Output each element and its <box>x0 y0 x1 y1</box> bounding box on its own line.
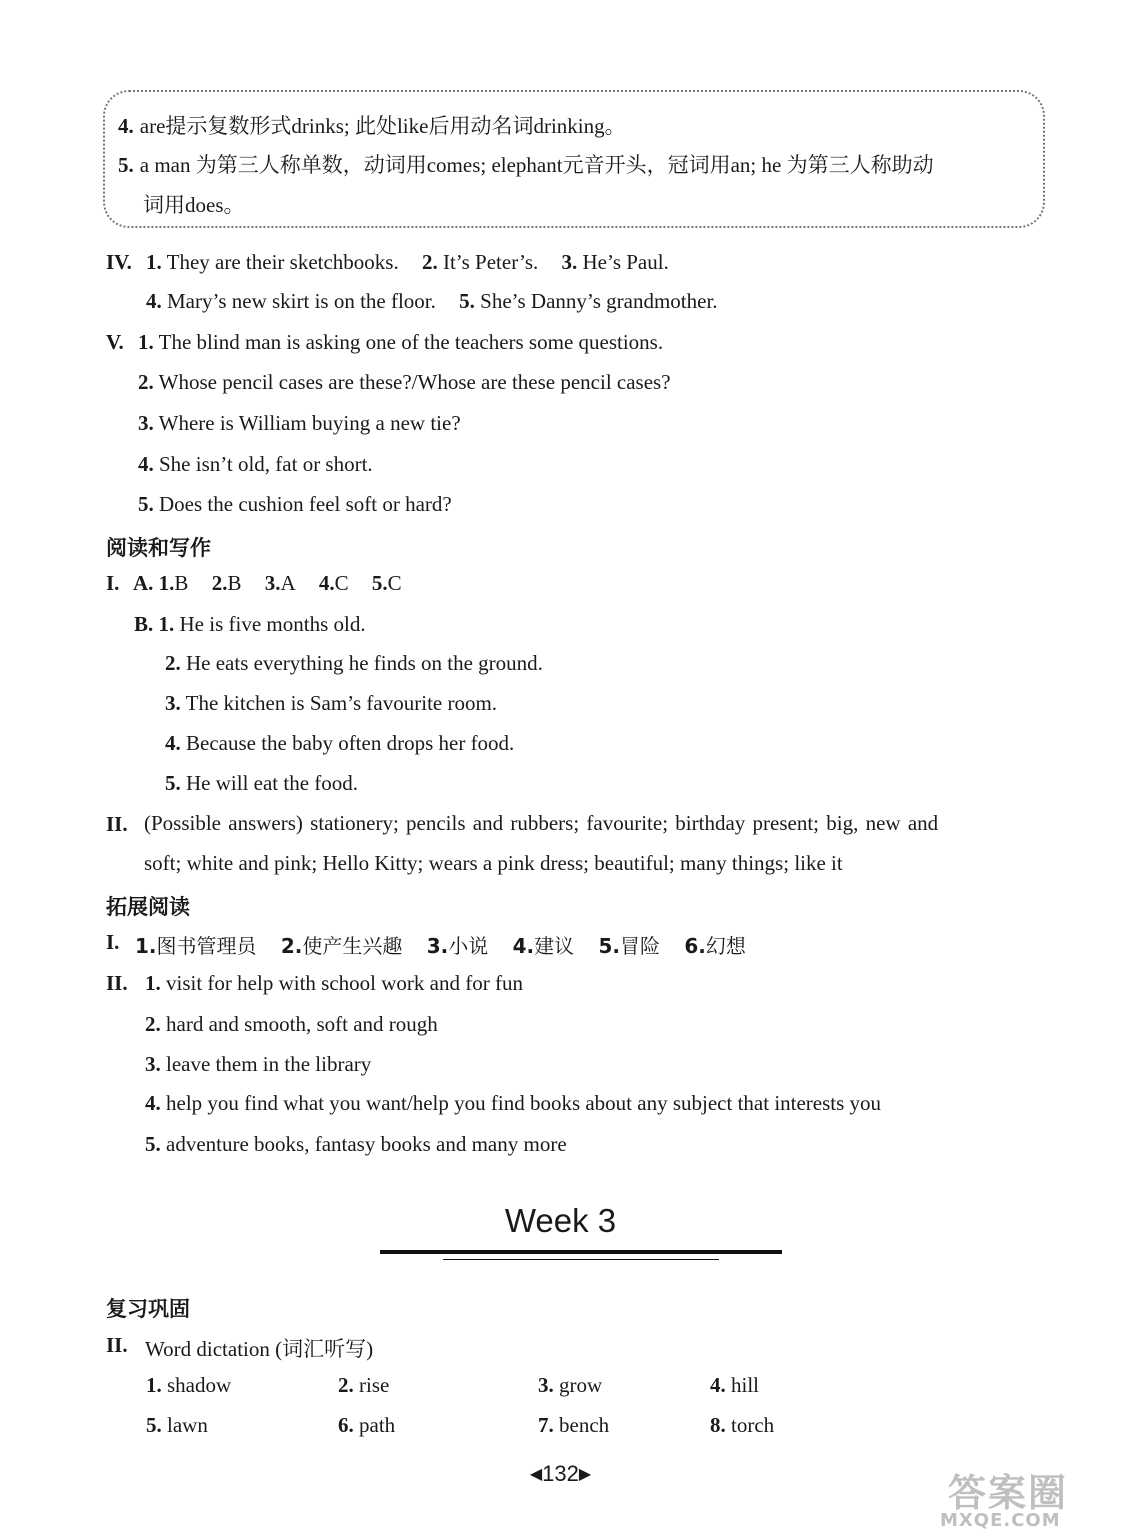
week-title: Week 3 <box>504 1202 617 1239</box>
extended-i-label: I. <box>106 930 120 954</box>
reading-ii-label: II. <box>106 812 128 836</box>
answer-line: 3. The kitchen is Sam’s favourite room. <box>165 691 498 715</box>
item-number: 4. <box>118 114 134 138</box>
dictation-word: 2. rise <box>338 1373 390 1397</box>
answer-line: soft; white and pink; Hello Kitty; wears a pink dress; beautiful; many things; like it <box>144 851 843 875</box>
answer-line: 5. Does the cushion feel soft or hard? <box>138 492 452 516</box>
dictation-word: 8. torch <box>710 1413 775 1437</box>
answer-line: 5. adventure books, fantasy books and many more <box>145 1132 567 1156</box>
answer-line: 4. Because the baby often drops her food. <box>165 731 515 755</box>
word-dictation-label: Word dictation (词汇听写) <box>145 1337 374 1361</box>
answer-line: 2. hard and smooth, soft and rough <box>145 1012 438 1036</box>
right-triangle-icon: ▶ <box>578 1466 592 1483</box>
title-underline-thin <box>443 1259 719 1260</box>
answer-line: 4. Mary’s new skirt is on the floor. 5. She’s Danny’s grandmother. <box>146 289 718 313</box>
note-item-4 <box>118 110 626 140</box>
dictation-word: 3. grow <box>538 1373 603 1397</box>
answer-line: 2. Whose pencil cases are these?/Whose are these pencil cases? <box>138 370 671 394</box>
answer-line: 3. leave them in the library <box>145 1052 372 1076</box>
answer-line-vocab: 1.图书管理员 2.使产生兴趣 3.小说 4.建议 5.冒险 6.幻想 <box>135 934 746 958</box>
answer-line: 5. He will eat the food. <box>165 771 359 795</box>
answer-line: 1. visit for help with school work and for fun <box>145 971 523 995</box>
section-heading-review: 复习巩固 <box>106 1297 190 1321</box>
reading-i-label: I. <box>106 571 120 595</box>
section-v-label: V. <box>106 330 124 354</box>
extended-ii-label: II. <box>106 971 128 995</box>
answer-line-choices: A. 1.B 2.B 3.A 4.C 5.C <box>133 571 402 595</box>
note-text: a man 为第三人称单数，动词用comes; elephant元音开头，冠词用an; he 为第三人称助动 <box>139 153 934 177</box>
review-ii-label: II. <box>106 1333 128 1357</box>
title-underline-thick <box>380 1250 782 1254</box>
left-triangle-icon: ◀ <box>529 1466 543 1483</box>
answer-line: 4. She isn’t old, fat or short. <box>138 452 373 476</box>
answer-line: (Possible answers) stationery; pencils and rubbers; favourite; birthday present; big, new and <box>144 811 939 835</box>
item-number: 5. <box>118 153 134 177</box>
dictation-word: 1. shadow <box>146 1373 232 1397</box>
dictation-word: 4. hill <box>710 1373 760 1397</box>
answer-line: 2. He eats everything he finds on the ground. <box>165 651 543 675</box>
watermark-url: MXQE.COM <box>940 1510 1061 1531</box>
answer-line: 3. Where is William buying a new tie? <box>138 411 461 435</box>
note-text: are提示复数形式drinks; 此处like后用动名词drinking。 <box>139 114 626 138</box>
answer-line: B. 1. He is five months old. <box>134 612 366 636</box>
answer-line: 1. The blind man is asking one of the teachers some questions. <box>138 330 664 354</box>
section-heading-reading-writing: 阅读和写作 <box>106 536 211 560</box>
page-number-value: 132 <box>542 1461 579 1486</box>
note-item-5 <box>118 149 934 179</box>
watermark-logo <box>940 1462 1120 1536</box>
section-iv-label: IV. <box>106 250 132 274</box>
answer-line: 4. help you find what you want/help you find books about any subject that interests you <box>145 1091 882 1115</box>
dictation-word: 7. bench <box>538 1413 610 1437</box>
dictation-word: 5. lawn <box>146 1413 208 1437</box>
note-item-5-continued: 词用does。 <box>143 193 245 217</box>
answer-line: 1. They are their sketchbooks. 2. It’s Peter’s. 3. He’s Paul. <box>146 250 669 274</box>
dictation-word: 6. path <box>338 1413 396 1437</box>
watermark-text: 答案圈 <box>948 1471 1069 1515</box>
section-heading-extended-reading: 拓展阅读 <box>106 895 190 919</box>
